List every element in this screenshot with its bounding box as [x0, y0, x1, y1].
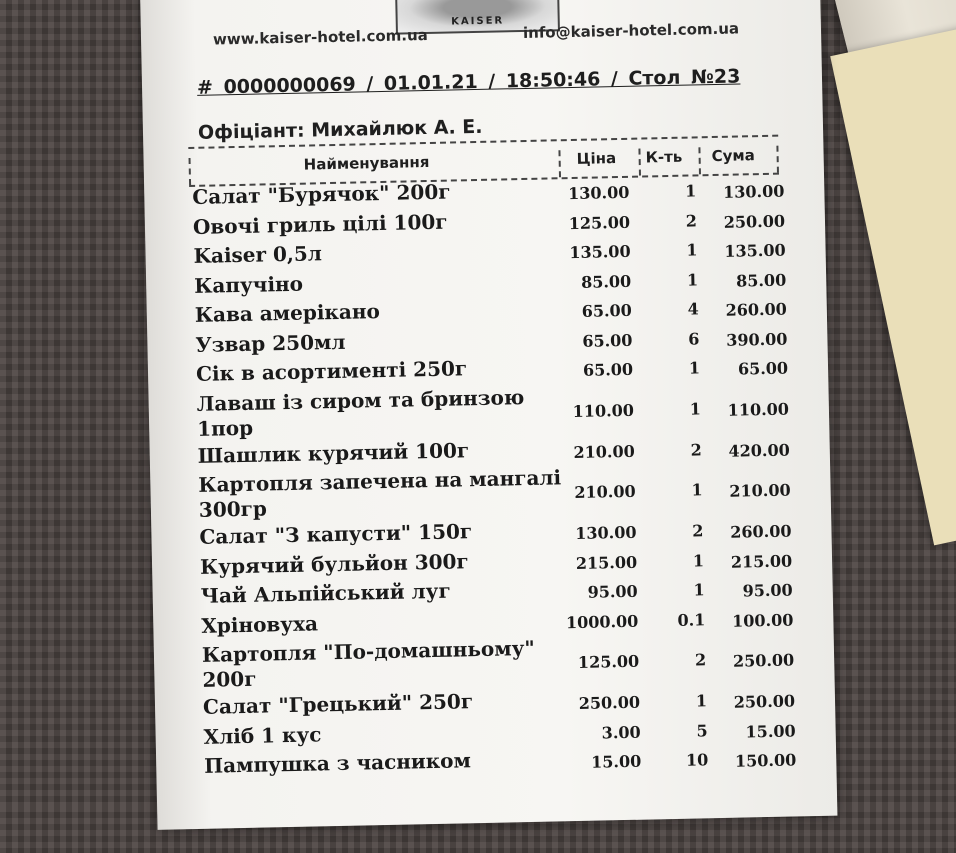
- item-sum: 260.00: [725, 299, 788, 320]
- column-name: Найменування: [303, 152, 430, 174]
- item-quantity: 2: [694, 650, 707, 670]
- item-sum: 150.00: [734, 750, 797, 771]
- item-name: Кава амерікано: [194, 299, 381, 327]
- item-quantity: 1: [691, 480, 703, 500]
- item-quantity: 4: [687, 299, 699, 319]
- item-quantity: 1: [692, 550, 705, 571]
- item-price: 215.00: [575, 552, 638, 573]
- item-quantity: 2: [690, 439, 702, 460]
- item-sum: 65.00: [737, 358, 789, 379]
- newspaper-page: [830, 15, 956, 546]
- item-name: Лаваш із сиром та бринзою 1пор: [196, 384, 525, 441]
- item-quantity: 1: [693, 580, 705, 600]
- column-qty: К-ть: [645, 147, 683, 167]
- item-quantity: 0.1: [677, 609, 706, 630]
- receipt: [140, 0, 837, 830]
- item-price: 210.00: [574, 481, 636, 503]
- column-sum: Сума: [711, 146, 755, 166]
- item-name: Чай Альпійський луг: [200, 578, 451, 608]
- item-sum: 260.00: [730, 521, 792, 542]
- item-sum: 100.00: [731, 609, 794, 631]
- item-price: 85.00: [580, 271, 632, 292]
- item-price: 3.00: [601, 722, 641, 742]
- item-price: 210.00: [573, 441, 635, 462]
- item-sum: 95.00: [742, 580, 793, 601]
- item-price: 125.00: [577, 651, 640, 672]
- item-name: Картопля "По-домашньому" 200г: [201, 635, 536, 692]
- email-link: info@kaiser-hotel.com.ua: [522, 19, 740, 42]
- item-price: 95.00: [587, 581, 638, 602]
- item-name: Салат "Грецький" 250г: [202, 689, 474, 719]
- item-sum: 390.00: [726, 329, 788, 350]
- item-price: 15.00: [590, 751, 642, 772]
- item-quantity: 1: [695, 691, 708, 711]
- item-name: Капучіно: [193, 271, 304, 298]
- item-name: Овочі гриль цілі 100г: [192, 209, 448, 239]
- item-price: 250.00: [578, 692, 641, 713]
- waiter-name: Офіціант: Михайлюк А. Е.: [197, 115, 483, 144]
- logo-text: KAISER: [451, 15, 505, 28]
- item-sum: 250.00: [732, 650, 795, 671]
- item-name: Пампушка з часником: [204, 748, 472, 778]
- item-name: Сік в асортименті 250г: [195, 356, 468, 386]
- item-sum: 250.00: [723, 211, 786, 232]
- item-sum: 250.00: [733, 691, 796, 712]
- item-quantity: 1: [688, 358, 701, 378]
- item-price: 65.00: [582, 330, 633, 351]
- item-name: Kaiser 0,5л: [193, 241, 323, 268]
- item-price: 110.00: [572, 400, 635, 421]
- item-name: Узвар 250мл: [195, 329, 346, 357]
- item-quantity: 2: [685, 210, 698, 231]
- item-name: Салат "З капусти" 150г: [199, 519, 473, 549]
- item-sum: 15.00: [745, 720, 796, 741]
- item-quantity: 1: [686, 269, 699, 290]
- item-price: 125.00: [568, 212, 631, 233]
- website-link: www.kaiser-hotel.com.ua: [212, 25, 428, 49]
- item-sum: 110.00: [727, 399, 790, 420]
- item-quantity: 2: [692, 521, 704, 541]
- column-price: Ціна: [576, 149, 617, 168]
- item-quantity: 1: [684, 181, 697, 201]
- item-name: Салат "Бурячок" 200г: [192, 179, 451, 209]
- item-sum: 85.00: [735, 270, 787, 291]
- item-price: 1000.00: [565, 611, 639, 632]
- item-name: Хріновуха: [201, 610, 319, 638]
- item-name: Шашлик курячий 100г: [197, 437, 470, 468]
- order-info: # 0000000069 / 01.01.21 / 18:50:46 / Стол №23: [196, 65, 741, 99]
- item-sum: 215.00: [730, 550, 793, 572]
- item-sum: 135.00: [724, 240, 786, 261]
- items-list: [144, 172, 836, 785]
- item-price: 135.00: [569, 241, 631, 263]
- item-name: Хліб 1 кус: [203, 721, 322, 749]
- item-sum: 420.00: [728, 439, 790, 461]
- item-sum: 130.00: [722, 181, 785, 202]
- item-sum: 210.00: [729, 480, 791, 501]
- item-quantity: 6: [688, 328, 700, 349]
- item-quantity: 10: [685, 750, 709, 770]
- item-price: 65.00: [581, 300, 633, 321]
- item-quantity: 5: [696, 720, 708, 741]
- item-name: Картопля запечена на мангалі 300гр: [198, 465, 562, 522]
- item-quantity: 1: [689, 398, 702, 419]
- item-price: 65.00: [582, 359, 634, 380]
- item-price: 130.00: [575, 522, 637, 544]
- item-price: 130.00: [567, 182, 630, 204]
- item-name: Курячий бульйон 300г: [199, 548, 469, 579]
- item-quantity: 1: [686, 240, 698, 260]
